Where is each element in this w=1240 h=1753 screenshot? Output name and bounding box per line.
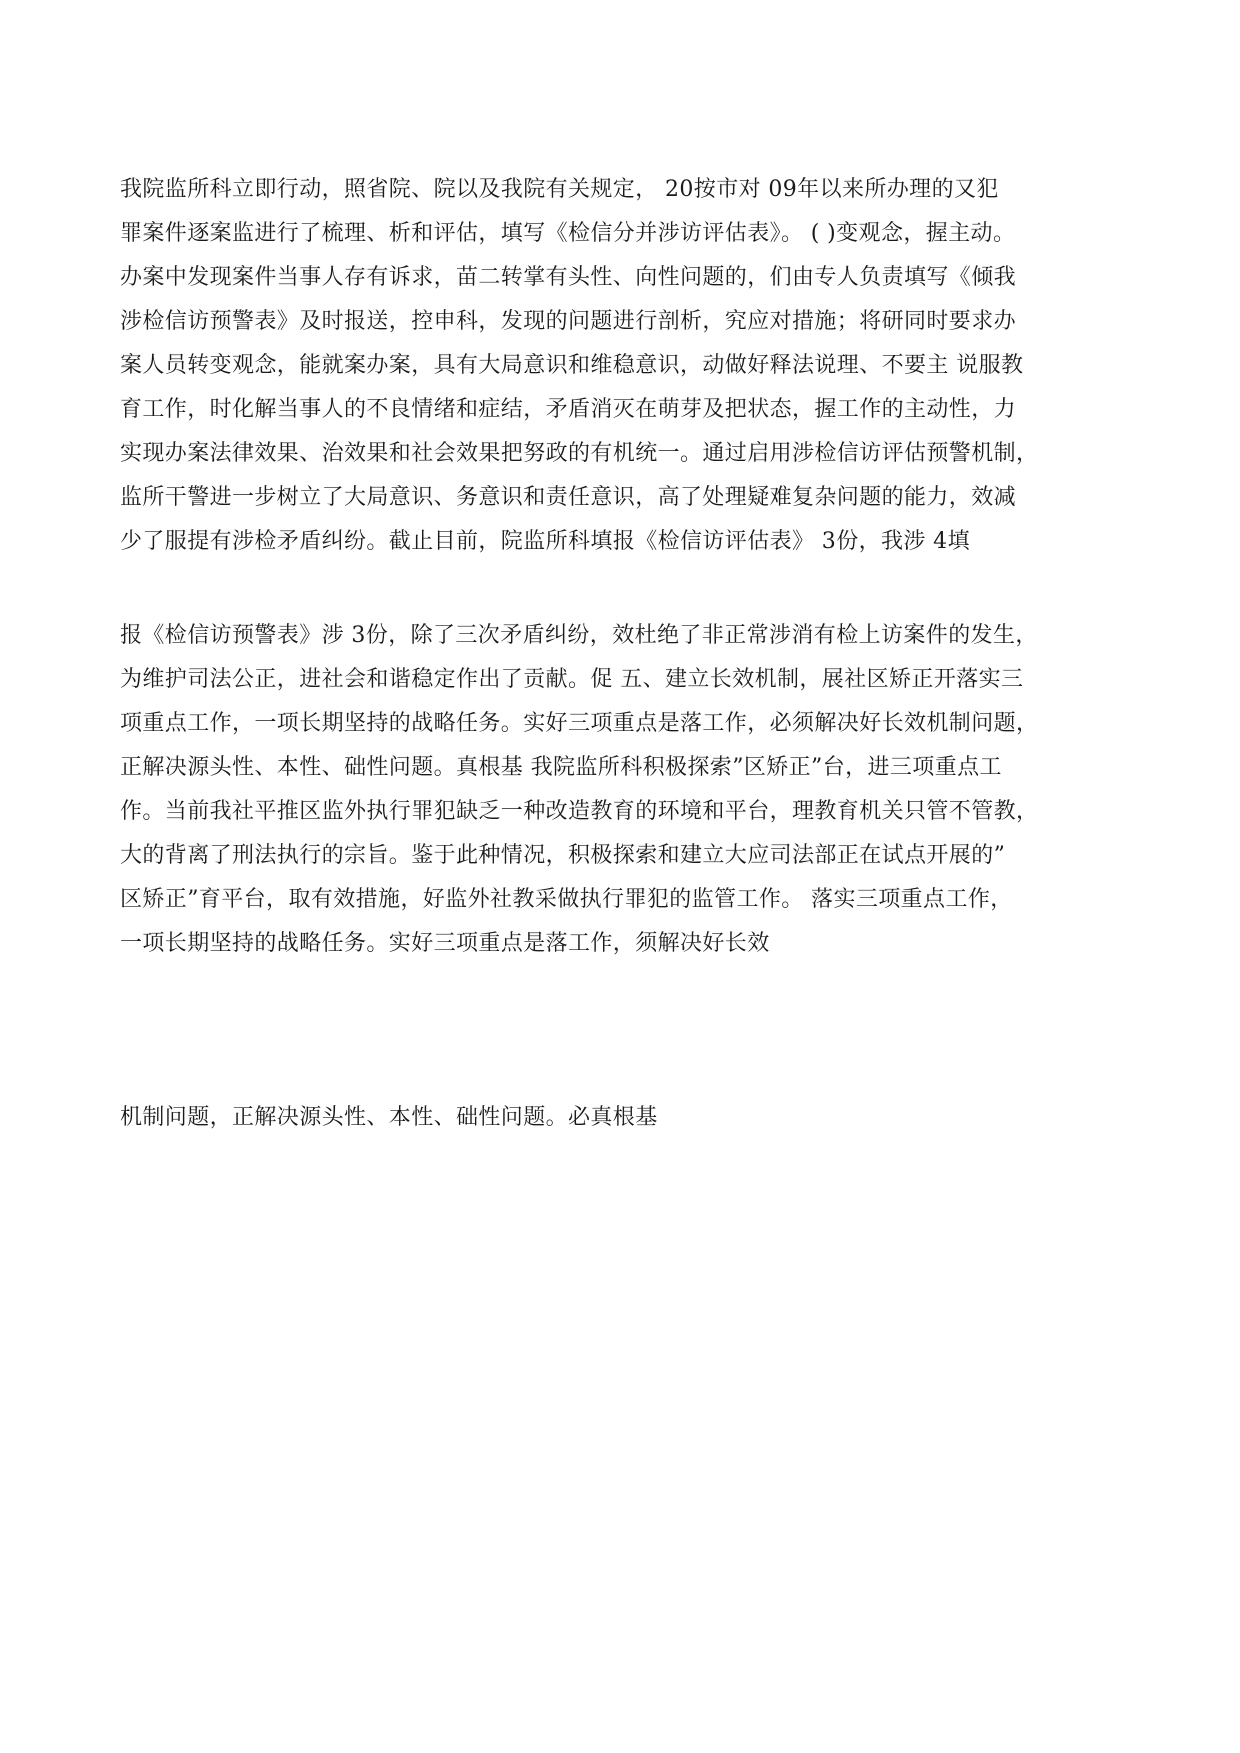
paragraph-2 [120, 614, 1120, 966]
text-line: 少了服提有涉检矛盾纠纷。截止目前，院监所科填报《检信访评估表》 3份，我涉 4填 [120, 529, 970, 554]
text-line: 案人员转变观念，能就案办案，具有大局意识和维稳意识，动做好释法说理、不要主 说服教 [120, 353, 1024, 378]
text-line: 为维护司法公正，进社会和谐稳定作出了贡献。促 五、建立长效机制，展社区矫正开落实三 [120, 667, 1024, 692]
text-line: 罪案件逐案监进行了梳理、析和评估，填写《检信分并涉访评估表》。 ( )变观念，握主动。 [120, 221, 1016, 246]
paragraph-3 [120, 1096, 1120, 1140]
text-line: 我院监所科立即行动，照省院、院以及我院有关规定， 20按市对 09年以来所办理的又犯 [120, 177, 999, 202]
text-line: 正解决源头性、本性、础性问题。真根基 我院监所科积极探索”区矫正”台，进三项重点工 [120, 755, 1002, 780]
text-line: 监所干警进一步树立了大局意识、务意识和责任意识，高了处理疑难复杂问题的能力，效减 [120, 485, 1017, 510]
text-line: 报《检信访预警表》涉 3份，除了三次矛盾纠纷，效杜绝了非正常涉消有检上访案件的发生， [120, 623, 1038, 648]
text-line: 育工作，时化解当事人的不良情绪和症结，矛盾消灭在萌芽及把状态，握工作的主动性，力 [120, 397, 1017, 422]
text-line: 涉检信访预警表》及时报送，控申科，发现的问题进行剖析，究应对措施；将研同时要求办 [120, 309, 1017, 334]
text-line: 区矫正”育平台，取有效措施，好监外社教采做执行罪犯的监管工作。 落实三项重点工作， [120, 887, 1013, 912]
text-line: 实现办案法律效果、治效果和社会效果把努政的有机统一。通过启用涉检信访评估预警机制， [120, 441, 1039, 466]
text-line: 作。当前我社平推区监外执行罪犯缺乏一种改造教育的环境和平台，理教育机关只管不管教， [120, 799, 1039, 824]
text-line: 一项长期坚持的战略任务。实好三项重点是落工作，须解决好长效 [120, 931, 770, 956]
text-line: 大的背离了刑法执行的宗旨。鉴于此种情况，积极探索和建立大应司法部正在试点开展的” [120, 843, 1006, 868]
text-line: 项重点工作，一项长期坚持的战略任务。实好三项重点是落工作，必须解决好长效机制问题， [120, 711, 1039, 736]
text-line: 办案中发现案件当事人存有诉求，苗二转掌有头性、向性问题的，们由专人负责填写《倾我 [120, 265, 1017, 290]
text-line: 机制问题，正解决源头性、本性、础性问题。必真根基 [120, 1105, 658, 1130]
paragraph-1 [120, 168, 1120, 564]
